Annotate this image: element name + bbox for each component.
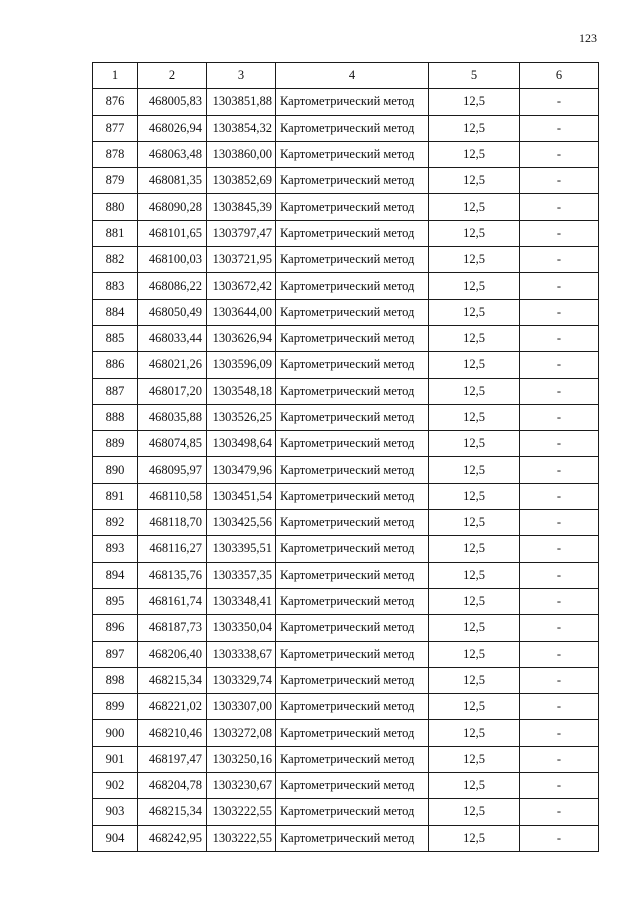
- note-cell: -: [520, 247, 599, 273]
- x-coordinate-cell: 468210,46: [138, 720, 207, 746]
- method-cell: Картометрический метод: [276, 536, 429, 562]
- table-row: [93, 720, 599, 746]
- precision-cell: 12,5: [429, 141, 520, 167]
- note-cell: -: [520, 168, 599, 194]
- method-cell: Картометрический метод: [276, 799, 429, 825]
- point-number-cell: 878: [93, 141, 138, 167]
- point-number-cell: 899: [93, 694, 138, 720]
- header-cell: 5: [429, 63, 520, 89]
- table-row: [93, 667, 599, 693]
- x-coordinate-cell: 468215,34: [138, 799, 207, 825]
- point-number-cell: 888: [93, 404, 138, 430]
- note-cell: -: [520, 562, 599, 588]
- precision-cell: 12,5: [429, 378, 520, 404]
- note-cell: -: [520, 404, 599, 430]
- precision-cell: 12,5: [429, 168, 520, 194]
- method-cell: Картометрический метод: [276, 378, 429, 404]
- precision-cell: 12,5: [429, 89, 520, 115]
- header-cell: 4: [276, 63, 429, 89]
- table-row: [93, 352, 599, 378]
- point-number-cell: 893: [93, 536, 138, 562]
- method-cell: Картометрический метод: [276, 641, 429, 667]
- table-row: [93, 615, 599, 641]
- y-coordinate-cell: 1303307,00: [207, 694, 276, 720]
- precision-cell: 12,5: [429, 404, 520, 430]
- precision-cell: 12,5: [429, 431, 520, 457]
- table-row: [93, 588, 599, 614]
- method-cell: Картометрический метод: [276, 404, 429, 430]
- x-coordinate-cell: 468017,20: [138, 378, 207, 404]
- point-number-cell: 894: [93, 562, 138, 588]
- x-coordinate-cell: 468086,22: [138, 273, 207, 299]
- precision-cell: 12,5: [429, 536, 520, 562]
- x-coordinate-cell: 468033,44: [138, 325, 207, 351]
- note-cell: -: [520, 825, 599, 851]
- method-cell: Картометрический метод: [276, 299, 429, 325]
- table-header-row: [93, 63, 599, 89]
- table-row: [93, 299, 599, 325]
- point-number-cell: 900: [93, 720, 138, 746]
- x-coordinate-cell: 468026,94: [138, 115, 207, 141]
- method-cell: Картометрический метод: [276, 115, 429, 141]
- header-cell: 2: [138, 63, 207, 89]
- y-coordinate-cell: 1303672,42: [207, 273, 276, 299]
- y-coordinate-cell: 1303860,00: [207, 141, 276, 167]
- point-number-cell: 896: [93, 615, 138, 641]
- point-number-cell: 904: [93, 825, 138, 851]
- table-row: [93, 378, 599, 404]
- table-row: [93, 510, 599, 536]
- precision-cell: 12,5: [429, 115, 520, 141]
- x-coordinate-cell: 468197,47: [138, 746, 207, 772]
- precision-cell: 12,5: [429, 615, 520, 641]
- y-coordinate-cell: 1303479,96: [207, 457, 276, 483]
- precision-cell: 12,5: [429, 483, 520, 509]
- y-coordinate-cell: 1303852,69: [207, 168, 276, 194]
- precision-cell: 12,5: [429, 588, 520, 614]
- y-coordinate-cell: 1303845,39: [207, 194, 276, 220]
- x-coordinate-cell: 468116,27: [138, 536, 207, 562]
- precision-cell: 12,5: [429, 694, 520, 720]
- method-cell: Картометрический метод: [276, 89, 429, 115]
- page-number: 123: [579, 31, 597, 45]
- x-coordinate-cell: 468215,34: [138, 667, 207, 693]
- y-coordinate-cell: 1303222,55: [207, 799, 276, 825]
- note-cell: -: [520, 141, 599, 167]
- method-cell: Картометрический метод: [276, 562, 429, 588]
- precision-cell: 12,5: [429, 220, 520, 246]
- method-cell: Картометрический метод: [276, 510, 429, 536]
- precision-cell: 12,5: [429, 825, 520, 851]
- method-cell: Картометрический метод: [276, 457, 429, 483]
- method-cell: Картометрический метод: [276, 352, 429, 378]
- table-row: [93, 431, 599, 457]
- y-coordinate-cell: 1303222,55: [207, 825, 276, 851]
- note-cell: -: [520, 694, 599, 720]
- y-coordinate-cell: 1303451,54: [207, 483, 276, 509]
- point-number-cell: 891: [93, 483, 138, 509]
- note-cell: -: [520, 194, 599, 220]
- method-cell: Картометрический метод: [276, 247, 429, 273]
- y-coordinate-cell: 1303329,74: [207, 667, 276, 693]
- x-coordinate-cell: 468135,76: [138, 562, 207, 588]
- y-coordinate-cell: 1303272,08: [207, 720, 276, 746]
- point-number-cell: 887: [93, 378, 138, 404]
- y-coordinate-cell: 1303250,16: [207, 746, 276, 772]
- x-coordinate-cell: 468035,88: [138, 404, 207, 430]
- note-cell: -: [520, 720, 599, 746]
- table-row: [93, 89, 599, 115]
- note-cell: -: [520, 799, 599, 825]
- point-number-cell: 903: [93, 799, 138, 825]
- precision-cell: 12,5: [429, 799, 520, 825]
- precision-cell: 12,5: [429, 457, 520, 483]
- note-cell: -: [520, 536, 599, 562]
- point-number-cell: 898: [93, 667, 138, 693]
- method-cell: Картометрический метод: [276, 431, 429, 457]
- note-cell: -: [520, 89, 599, 115]
- y-coordinate-cell: 1303548,18: [207, 378, 276, 404]
- precision-cell: 12,5: [429, 720, 520, 746]
- method-cell: Картометрический метод: [276, 773, 429, 799]
- y-coordinate-cell: 1303626,94: [207, 325, 276, 351]
- table-row: [93, 746, 599, 772]
- note-cell: -: [520, 457, 599, 483]
- point-number-cell: 886: [93, 352, 138, 378]
- method-cell: Картометрический метод: [276, 194, 429, 220]
- x-coordinate-cell: 468187,73: [138, 615, 207, 641]
- method-cell: Картометрический метод: [276, 588, 429, 614]
- note-cell: -: [520, 746, 599, 772]
- point-number-cell: 892: [93, 510, 138, 536]
- y-coordinate-cell: 1303230,67: [207, 773, 276, 799]
- note-cell: -: [520, 378, 599, 404]
- x-coordinate-cell: 468118,70: [138, 510, 207, 536]
- x-coordinate-cell: 468101,65: [138, 220, 207, 246]
- precision-cell: 12,5: [429, 641, 520, 667]
- point-number-cell: 883: [93, 273, 138, 299]
- note-cell: -: [520, 352, 599, 378]
- method-cell: Картометрический метод: [276, 168, 429, 194]
- point-number-cell: 902: [93, 773, 138, 799]
- y-coordinate-cell: 1303395,51: [207, 536, 276, 562]
- precision-cell: 12,5: [429, 667, 520, 693]
- table-row: [93, 168, 599, 194]
- method-cell: Картометрический метод: [276, 483, 429, 509]
- note-cell: -: [520, 667, 599, 693]
- x-coordinate-cell: 468090,28: [138, 194, 207, 220]
- table-row: [93, 141, 599, 167]
- precision-cell: 12,5: [429, 746, 520, 772]
- precision-cell: 12,5: [429, 247, 520, 273]
- note-cell: -: [520, 773, 599, 799]
- table-row: [93, 562, 599, 588]
- method-cell: Картометрический метод: [276, 825, 429, 851]
- point-number-cell: 881: [93, 220, 138, 246]
- x-coordinate-cell: 468204,78: [138, 773, 207, 799]
- method-cell: Картометрический метод: [276, 720, 429, 746]
- method-cell: Картометрический метод: [276, 141, 429, 167]
- point-number-cell: 890: [93, 457, 138, 483]
- table-row: [93, 115, 599, 141]
- x-coordinate-cell: 468100,03: [138, 247, 207, 273]
- table-row: [93, 536, 599, 562]
- note-cell: -: [520, 325, 599, 351]
- x-coordinate-cell: 468242,95: [138, 825, 207, 851]
- method-cell: Картометрический метод: [276, 694, 429, 720]
- precision-cell: 12,5: [429, 510, 520, 536]
- table-row: [93, 457, 599, 483]
- table-row: [93, 194, 599, 220]
- table-row: [93, 273, 599, 299]
- x-coordinate-cell: 468063,48: [138, 141, 207, 167]
- note-cell: -: [520, 483, 599, 509]
- precision-cell: 12,5: [429, 273, 520, 299]
- point-number-cell: 876: [93, 89, 138, 115]
- note-cell: -: [520, 299, 599, 325]
- x-coordinate-cell: 468021,26: [138, 352, 207, 378]
- note-cell: -: [520, 588, 599, 614]
- table-row: [93, 825, 599, 851]
- method-cell: Картометрический метод: [276, 615, 429, 641]
- x-coordinate-cell: 468050,49: [138, 299, 207, 325]
- y-coordinate-cell: 1303596,09: [207, 352, 276, 378]
- table-body: [93, 89, 599, 852]
- method-cell: Картометрический метод: [276, 273, 429, 299]
- header-cell: 3: [207, 63, 276, 89]
- precision-cell: 12,5: [429, 773, 520, 799]
- y-coordinate-cell: 1303425,56: [207, 510, 276, 536]
- y-coordinate-cell: 1303851,88: [207, 89, 276, 115]
- y-coordinate-cell: 1303348,41: [207, 588, 276, 614]
- x-coordinate-cell: 468206,40: [138, 641, 207, 667]
- table-row: [93, 483, 599, 509]
- x-coordinate-cell: 468221,02: [138, 694, 207, 720]
- note-cell: -: [520, 510, 599, 536]
- point-number-cell: 879: [93, 168, 138, 194]
- x-coordinate-cell: 468095,97: [138, 457, 207, 483]
- method-cell: Картометрический метод: [276, 667, 429, 693]
- y-coordinate-cell: 1303498,64: [207, 431, 276, 457]
- table-row: [93, 325, 599, 351]
- x-coordinate-cell: 468074,85: [138, 431, 207, 457]
- point-number-cell: 877: [93, 115, 138, 141]
- y-coordinate-cell: 1303797,47: [207, 220, 276, 246]
- method-cell: Картометрический метод: [276, 220, 429, 246]
- point-number-cell: 897: [93, 641, 138, 667]
- header-cell: 6: [520, 63, 599, 89]
- y-coordinate-cell: 1303854,32: [207, 115, 276, 141]
- precision-cell: 12,5: [429, 299, 520, 325]
- point-number-cell: 880: [93, 194, 138, 220]
- point-number-cell: 889: [93, 431, 138, 457]
- method-cell: Картометрический метод: [276, 746, 429, 772]
- note-cell: -: [520, 615, 599, 641]
- y-coordinate-cell: 1303350,04: [207, 615, 276, 641]
- point-number-cell: 895: [93, 588, 138, 614]
- y-coordinate-cell: 1303338,67: [207, 641, 276, 667]
- point-number-cell: 901: [93, 746, 138, 772]
- table-row: [93, 247, 599, 273]
- note-cell: -: [520, 641, 599, 667]
- x-coordinate-cell: 468161,74: [138, 588, 207, 614]
- precision-cell: 12,5: [429, 325, 520, 351]
- table-row: [93, 404, 599, 430]
- y-coordinate-cell: 1303721,95: [207, 247, 276, 273]
- precision-cell: 12,5: [429, 352, 520, 378]
- y-coordinate-cell: 1303526,25: [207, 404, 276, 430]
- precision-cell: 12,5: [429, 562, 520, 588]
- precision-cell: 12,5: [429, 194, 520, 220]
- table-row: [93, 799, 599, 825]
- y-coordinate-cell: 1303357,35: [207, 562, 276, 588]
- table-row: [93, 694, 599, 720]
- point-number-cell: 882: [93, 247, 138, 273]
- note-cell: -: [520, 115, 599, 141]
- coordinates-table: [92, 62, 599, 852]
- table-row: [93, 641, 599, 667]
- point-number-cell: 884: [93, 299, 138, 325]
- y-coordinate-cell: 1303644,00: [207, 299, 276, 325]
- note-cell: -: [520, 273, 599, 299]
- method-cell: Картометрический метод: [276, 325, 429, 351]
- table-row: [93, 773, 599, 799]
- x-coordinate-cell: 468110,58: [138, 483, 207, 509]
- x-coordinate-cell: 468081,35: [138, 168, 207, 194]
- table-row: [93, 220, 599, 246]
- note-cell: -: [520, 220, 599, 246]
- header-cell: 1: [93, 63, 138, 89]
- note-cell: -: [520, 431, 599, 457]
- point-number-cell: 885: [93, 325, 138, 351]
- x-coordinate-cell: 468005,83: [138, 89, 207, 115]
